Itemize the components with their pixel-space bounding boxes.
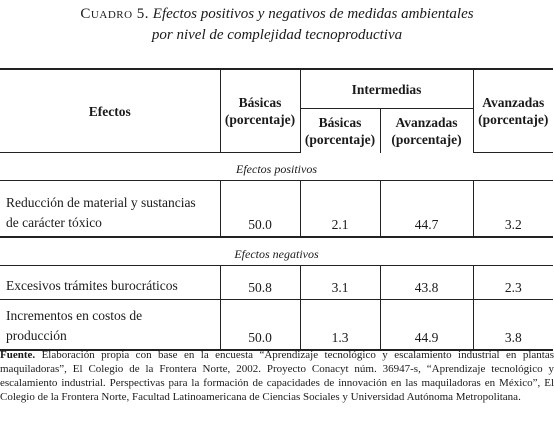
caption-label: Cuadro 5. — [80, 6, 150, 22]
row-label — [0, 181, 220, 238]
header-basicas-unit: (porcentaje) — [224, 112, 296, 127]
row-label-line-2: producción — [6, 328, 67, 343]
data-table — [0, 68, 553, 351]
cell-int-basicas: 1.3 — [300, 300, 380, 351]
section-title: Efectos negativos — [0, 237, 553, 266]
cell-int-basicas: 2.1 — [300, 181, 380, 238]
cell-int-avanzadas: 43.8 — [380, 266, 473, 300]
row-label-line-1: Excesivos trámites burocráticos — [6, 278, 178, 293]
row-label — [0, 300, 220, 351]
header-basicas-label: Básicas — [238, 95, 282, 110]
caption-line-1 — [0, 4, 554, 25]
row-label — [0, 266, 220, 300]
caption-title-1: Efectos positivos y negativos de medidas ambientales — [152, 6, 474, 22]
cell-int-avanzadas: 44.7 — [380, 181, 473, 238]
header-row-1 — [0, 69, 553, 109]
row-label-line-2: de carácter tóxico — [6, 215, 102, 230]
cell-basicas: 50.8 — [220, 266, 300, 300]
row-label-line-1: Incrementos en costos de — [6, 308, 143, 323]
table-row — [0, 181, 553, 238]
header-efectos — [0, 69, 220, 153]
table-caption — [0, 4, 554, 46]
header-int-basicas-unit: (porcentaje) — [304, 131, 376, 147]
header-int-basicas-label: Básicas — [318, 114, 362, 130]
header-int-avanzadas-label: Avanzadas — [395, 114, 458, 130]
header-efectos-label: Efectos — [88, 103, 131, 119]
header-intermedias — [300, 69, 473, 109]
header-int-avanzadas — [380, 109, 473, 153]
source-note — [0, 348, 554, 404]
section-title: Efectos positivos — [0, 153, 553, 181]
source-label: Fuente. — [0, 349, 36, 361]
caption-title-2: por nivel de complejidad tecnoproductiva — [151, 27, 403, 43]
cell-basicas: 50.0 — [220, 181, 300, 238]
row-label-line-1: Reducción de material y sustancias — [6, 195, 196, 210]
cell-int-basicas: 3.1 — [300, 266, 380, 300]
source-text: Elaboración propia con base en la encuesta “Aprendizaje tecnológico y escalamiento industrial en plantas maquiladoras”, El Colegio de la Frontera Norte, 2002. Proyecto Conacyt núm. 36947-s, “Aprendizaje tecnológico y escalamiento industrial. Perspectivas para la formación de capacidades de innovación en las maquiladoras en México”, El Colegio de la Frontera Norte, Facultad Latinoamericana de Ciencias Sociales y Universidad Autónoma Metropolitana. — [0, 349, 554, 403]
section-row-positivos — [0, 153, 553, 181]
table-row — [0, 300, 553, 351]
cell-avanzadas: 3.2 — [504, 217, 522, 232]
cell-avanzadas: 3.8 — [473, 300, 553, 351]
header-avanzadas-unit: (porcentaje) — [478, 112, 549, 127]
cell-basicas: 50.0 — [220, 300, 300, 351]
header-avanzadas — [473, 69, 553, 153]
header-intermedias-label: Intermedias — [351, 81, 422, 97]
table-row — [0, 266, 553, 300]
cell-avanzadas: 2.3 — [473, 266, 553, 300]
header-int-basicas — [300, 109, 380, 153]
header-avanzadas-label: Avanzadas — [482, 95, 545, 110]
header-int-avanzadas-unit: (porcentaje) — [391, 131, 462, 147]
header-basicas — [220, 69, 300, 153]
cell-int-avanzadas: 44.9 — [380, 300, 473, 351]
section-row-negativos — [0, 237, 553, 266]
